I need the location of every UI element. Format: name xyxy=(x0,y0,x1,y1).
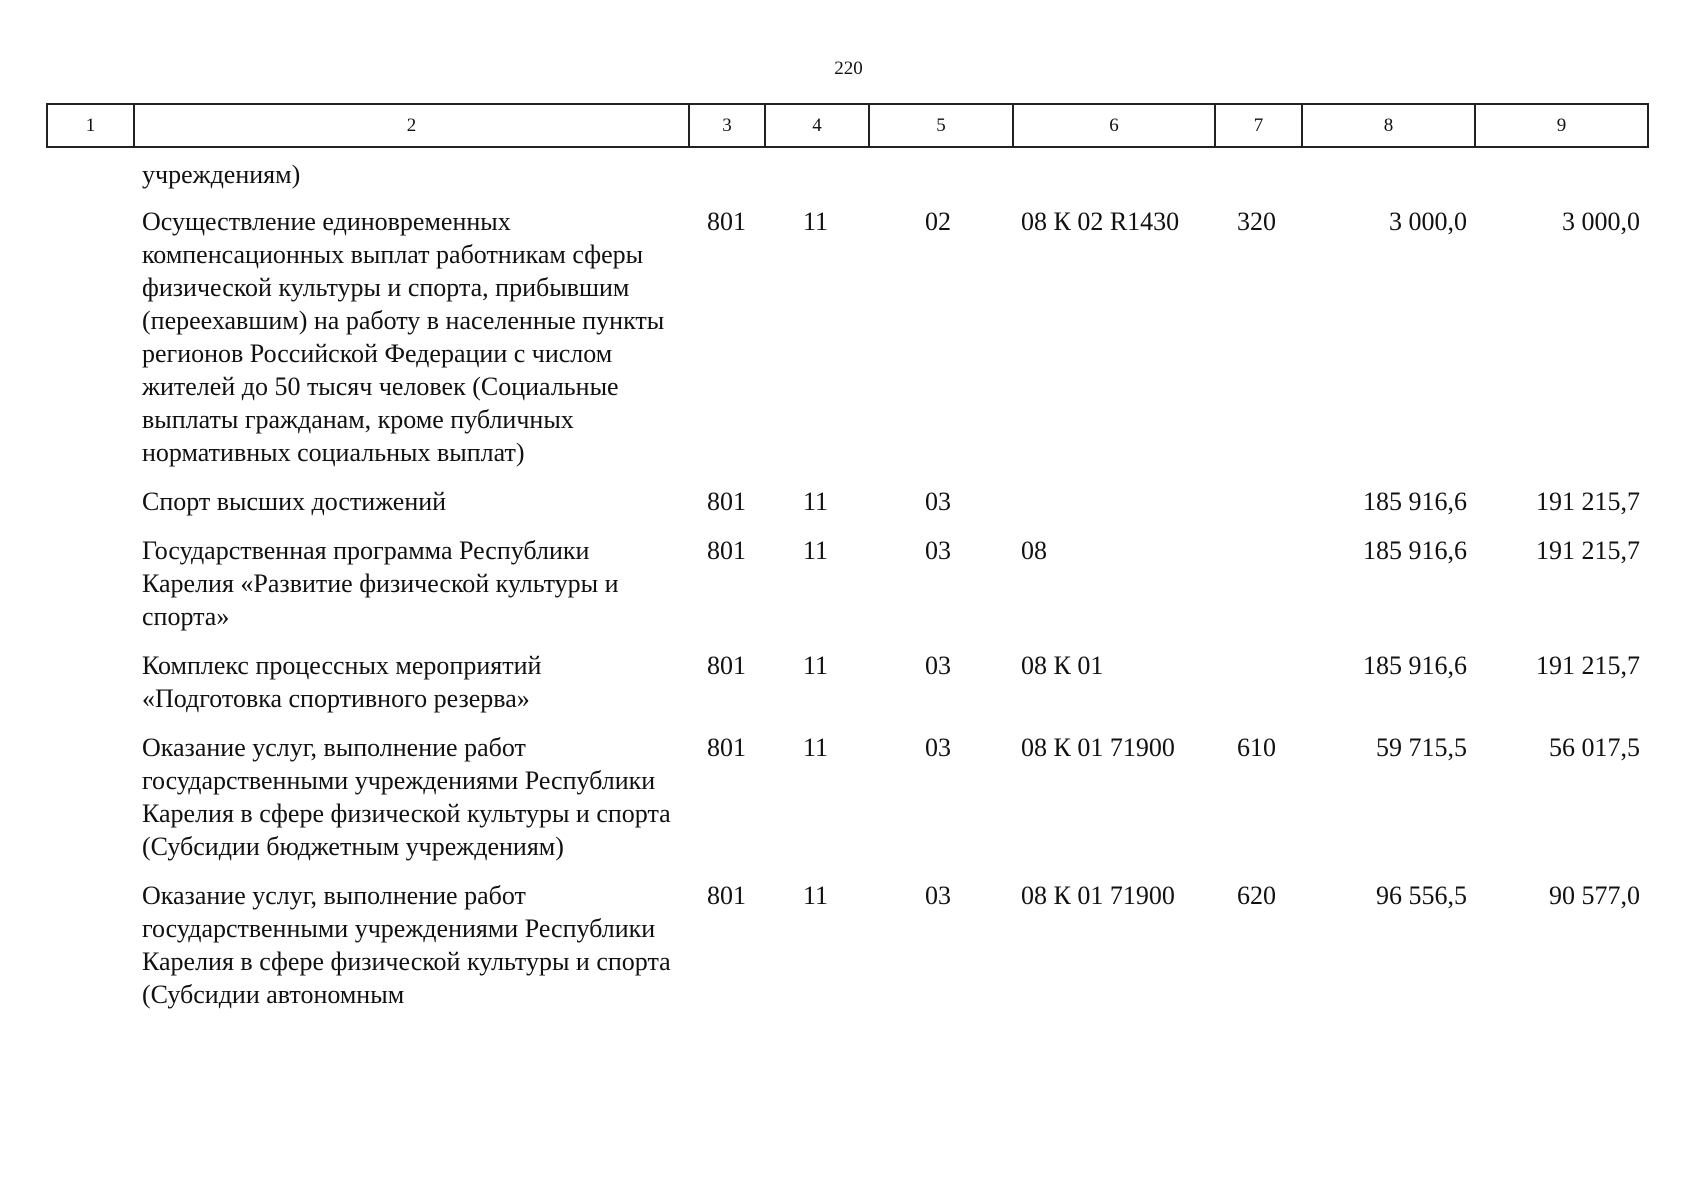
row-amount-1: 185 916,6 xyxy=(1363,487,1467,516)
row-amount-2: 3 000,0 xyxy=(1562,207,1640,236)
row-admin-code: 801 xyxy=(707,651,746,680)
row-subsection-code xyxy=(869,147,1013,201)
table-body xyxy=(47,147,1648,1027)
row-name: Комплекс процессных мероприятий «Подготовка спортивного резерва» xyxy=(142,651,542,713)
row-empty-cell xyxy=(47,731,134,879)
row-expense-type: 620 xyxy=(1237,881,1276,910)
row-amount-1: 96 556,5 xyxy=(1376,881,1467,910)
row-section-code: 11 xyxy=(803,733,829,762)
table-row xyxy=(47,147,1648,201)
row-expense-type xyxy=(1215,147,1302,201)
column-header-1: 1 xyxy=(47,104,134,147)
row-empty-cell xyxy=(47,147,134,201)
row-subsection-code: 03 xyxy=(925,651,951,680)
column-header-5: 5 xyxy=(869,104,1013,147)
row-section-code: 11 xyxy=(803,487,829,516)
row-expense-type: 320 xyxy=(1237,207,1276,236)
row-empty-cell xyxy=(47,485,134,534)
row-amount-2: 90 577,0 xyxy=(1549,881,1640,910)
column-header-7: 7 xyxy=(1215,104,1302,147)
row-section-code: 11 xyxy=(803,536,829,565)
column-header-6: 6 xyxy=(1013,104,1215,147)
row-target-code: 08 К 01 xyxy=(1021,651,1104,680)
row-name: Спорт высших достижений xyxy=(142,487,447,516)
column-header-4: 4 xyxy=(765,104,869,147)
column-header-9: 9 xyxy=(1475,104,1648,147)
table-row xyxy=(47,649,1648,731)
row-expense-type xyxy=(1215,649,1302,731)
row-subsection-code: 03 xyxy=(925,733,951,762)
row-empty-cell xyxy=(47,534,134,649)
row-amount-1: 59 715,5 xyxy=(1376,733,1467,762)
column-header-8: 8 xyxy=(1302,104,1475,147)
row-empty-cell xyxy=(47,649,134,731)
row-section-code xyxy=(765,147,869,201)
row-amount-2: 56 017,5 xyxy=(1549,733,1640,762)
column-header-2: 2 xyxy=(134,104,689,147)
row-subsection-code: 03 xyxy=(925,881,951,910)
row-amount-2: 191 215,7 xyxy=(1536,487,1640,516)
table-row xyxy=(47,485,1648,534)
row-section-code: 11 xyxy=(803,651,829,680)
row-expense-type: 610 xyxy=(1237,733,1276,762)
row-amount-2 xyxy=(1475,147,1648,201)
row-amount-1 xyxy=(1302,147,1475,201)
row-admin-code: 801 xyxy=(707,881,746,910)
row-subsection-code: 03 xyxy=(925,536,951,565)
row-target-code: 08 К 01 71900 xyxy=(1021,881,1175,910)
table-row xyxy=(47,201,1648,485)
budget-table xyxy=(46,103,1649,1027)
row-expense-type xyxy=(1215,485,1302,534)
row-name: Оказание услуг, выполнение работ государственными учреждениями Республики Карелия в сфере физической культуры и спорта (Субсидии автономным xyxy=(142,881,671,1009)
table-row xyxy=(47,731,1648,879)
table-row xyxy=(47,534,1648,649)
row-admin-code: 801 xyxy=(707,733,746,762)
row-target-code: 08 xyxy=(1021,536,1047,565)
row-subsection-code: 02 xyxy=(925,207,951,236)
row-name: Государственная программа Республики Карелия «Развитие физической культуры и спорта» xyxy=(142,536,619,631)
row-target-code: 08 К 02 R1430 xyxy=(1021,207,1180,236)
row-admin-code: 801 xyxy=(707,536,746,565)
row-subsection-code: 03 xyxy=(925,487,951,516)
row-expense-type xyxy=(1215,534,1302,649)
row-amount-2: 191 215,7 xyxy=(1536,536,1640,565)
row-name: Осуществление единовременных компенсационных выплат работникам сферы физической культуры и спорта, прибывшим (переехавшим) на работу в населенные пункты регионов Российской Федерации с числом жителей до 50 тысяч человек (Социальные выплаты гражданам, кроме публичных нормативных социальных выплат) xyxy=(142,207,665,467)
table-header xyxy=(47,104,1648,147)
header-row xyxy=(47,104,1648,147)
row-admin-code xyxy=(689,147,765,201)
row-target-code: 08 К 01 71900 xyxy=(1021,733,1175,762)
row-section-code: 11 xyxy=(803,881,829,910)
row-admin-code: 801 xyxy=(707,487,746,516)
row-name: Оказание услуг, выполнение работ государственными учреждениями Республики Карелия в сфере физической культуры и спорта (Субсидии бюджетным учреждениям) xyxy=(142,733,671,861)
row-section-code: 11 xyxy=(803,207,829,236)
column-header-3: 3 xyxy=(689,104,765,147)
page-number: 220 xyxy=(834,58,863,79)
row-amount-1: 185 916,6 xyxy=(1363,536,1467,565)
row-target-code xyxy=(1013,485,1215,534)
table-row xyxy=(47,879,1648,1027)
row-amount-1: 3 000,0 xyxy=(1389,207,1467,236)
row-admin-code: 801 xyxy=(707,207,746,236)
row-amount-2: 191 215,7 xyxy=(1536,651,1640,680)
row-name: учреждениям) xyxy=(142,160,301,189)
row-empty-cell xyxy=(47,201,134,485)
row-amount-1: 185 916,6 xyxy=(1363,651,1467,680)
row-target-code xyxy=(1013,147,1215,201)
row-empty-cell xyxy=(47,879,134,1027)
